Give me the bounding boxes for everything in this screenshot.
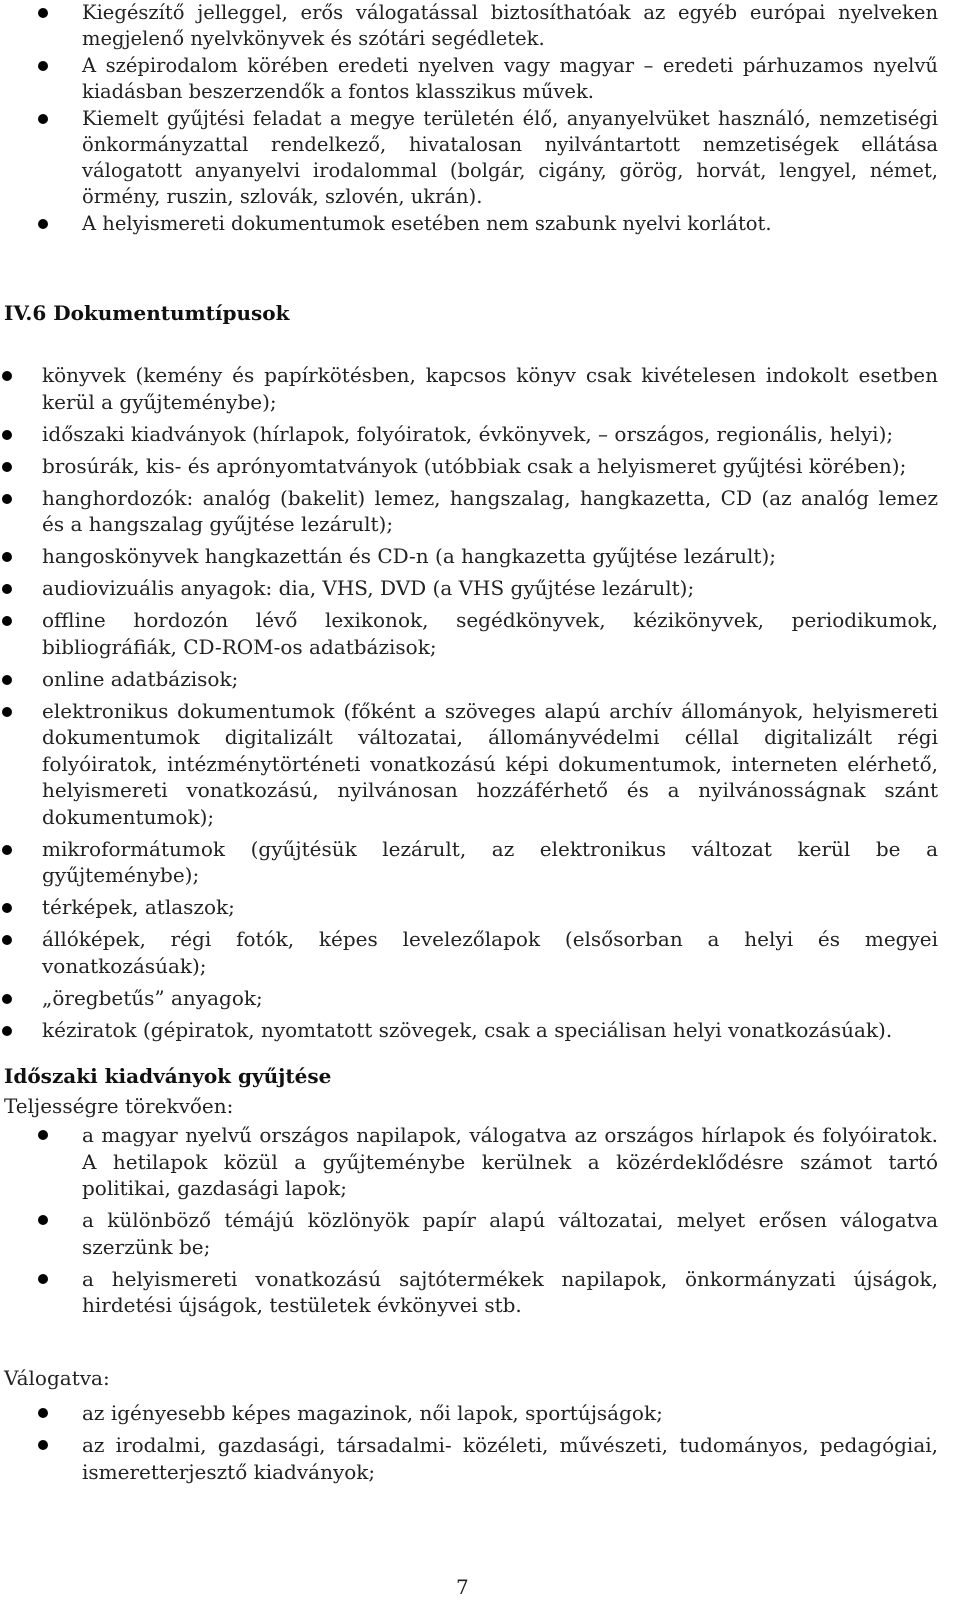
list-item <box>42 894 938 921</box>
list-item <box>82 1400 938 1427</box>
list-item-text: az igényesebb képes magazinok, női lapok, sportújságok; <box>82 1401 663 1425</box>
bullet-icon <box>2 994 12 1004</box>
list-item <box>42 1017 938 1044</box>
list-item-text: időszaki kiadványok (hírlapok, folyóiratok, évkönyvek, – országos, regionális, helyi); <box>42 421 894 446</box>
bullet-icon <box>38 1274 48 1284</box>
document-types-list <box>42 362 938 1049</box>
list-item <box>82 1266 938 1319</box>
list-item-text: Kiemelt gyűjtési feladat a megye területén élő, anyanyelvüket használó, nemzetiségi önkormányzattal rendelkező, hivatalosan nyilvántartott nemzetiségek ellátása válogatott anyanyelvi irodalommal (bolgár, cigány, görög, horvát, lengyel, német, örmény, ruszin, szlovák, szlovén, ukrán). <box>82 107 938 208</box>
list-item-text: a magyar nyelvű országos napilapok, válogatva az országos hírlapok és folyóiratok. A hetilapok közül a gyűjteménybe kerülnek a közérdeklődésre számot tartó politikai, gazdasági lapok; <box>82 1123 938 1200</box>
bullet-icon <box>2 462 12 472</box>
list-item <box>82 1207 938 1260</box>
list-item-text: kéziratok (gépiratok, nyomtatott szövegek, csak a speciálisan helyi vonatkozásúak). <box>42 1017 893 1042</box>
list-item-text: Kiegészítő jelleggel, erős válogatással biztosíthatóak az egyéb európai nyelveken megjelenő nyelvkönyvek és szótári segédletek. <box>82 1 938 50</box>
list-item-text: offline hordozón lévő lexikonok, segédkönyvek, kézikönyvek, periodikumok, bibliográfiák, CD-ROM-os adatbázisok; <box>42 608 938 659</box>
bullet-icon <box>2 494 12 504</box>
list-item <box>42 666 938 693</box>
list-item <box>42 362 938 415</box>
bullet-icon <box>38 219 48 229</box>
list-item <box>82 53 938 105</box>
list-item <box>42 485 938 538</box>
bullet-icon <box>2 845 12 855</box>
bullet-icon <box>2 935 12 945</box>
bullet-icon <box>38 1440 48 1450</box>
complete-list <box>82 1122 938 1324</box>
bullet-icon <box>38 114 48 124</box>
list-item <box>82 1122 938 1202</box>
list-item <box>42 575 938 602</box>
list-item <box>82 211 938 237</box>
list-item <box>42 453 938 480</box>
list-item <box>42 543 938 570</box>
bullet-icon <box>2 903 12 913</box>
list-item-text: térképek, atlaszok; <box>42 895 235 919</box>
list-item-text: hanghordozók: analóg (bakelit) lemez, hangszalag, hangkazetta, CD (az analóg lemez és a hangszalag gyűjtése lezárult); <box>42 485 938 536</box>
complete-label: Teljességre törekvően: <box>4 1094 234 1118</box>
list-item-text: online adatbázisok; <box>42 666 239 691</box>
bullet-icon <box>2 1026 12 1036</box>
list-item-text: állóképek, régi fotók, képes levelezőlapok (elsősorban a helyi és megyei vonatkozásúak); <box>42 927 938 978</box>
list-item <box>82 1432 938 1485</box>
bullet-icon <box>38 1130 48 1140</box>
page-number: 7 <box>456 1575 469 1599</box>
list-item-text: hangoskönyvek hangkazettán és CD-n (a hangkazetta gyűjtése lezárult); <box>42 544 777 568</box>
bullet-icon <box>38 61 48 71</box>
bullet-icon <box>38 8 48 18</box>
intro-list <box>82 0 938 238</box>
list-item-text: A szépirodalom körében eredeti nyelven vagy magyar – eredeti párhuzamos nyelvű kiadásban beszerzendők a fontos klasszikus művek. <box>82 54 938 103</box>
section-heading: IV.6 Dokumentumtípusok <box>4 301 290 325</box>
list-item-text: elektronikus dokumentumok (főként a szöveges alapú archív állományok, helyismereti dokumentumok digitalizált változatai, állományvédelmi céllal digitalizált régi folyóiratok, intézménytörténeti vonatkozású képi dokumentumok, interneten elérhető, helyismereti vonatkozású, nyilvánosan hozzáférhető és a nyilvánosságnak szánt dokumentumok); <box>42 698 938 829</box>
list-item-text: mikroformátumok (gyűjtésük lezárult, az elektronikus változat kerül be a gyűjteménybe); <box>42 836 938 887</box>
list-item-text: a helyismereti vonatkozású sajtótermékek napilapok, önkormányzati újságok, hirdetési újságok, testületek évkönyvei stb. <box>82 1266 938 1317</box>
list-item <box>82 106 938 210</box>
list-item-text: könyvek (kemény és papírkötésben, kapcsos könyv csak kivételesen indokolt esetben kerül a gyűjteménybe); <box>42 363 938 414</box>
list-item-text: audiovizuális anyagok: dia, VHS, DVD (a VHS gyűjtése lezárult); <box>42 576 695 600</box>
selective-list <box>82 1400 938 1491</box>
bullet-icon <box>2 430 12 440</box>
bullet-icon <box>2 371 12 381</box>
list-item <box>42 421 938 448</box>
list-item-text: az irodalmi, gazdasági, társadalmi- közéleti, művészeti, tudományos, pedagógiai, ismeretterjesztő kiadványok; <box>82 1433 938 1484</box>
bullet-icon <box>2 552 12 562</box>
bullet-icon <box>2 675 12 685</box>
list-item-text: brosúrák, kis- és aprónyomtatványok (utóbbiak csak a helyismeret gyűjtési körében); <box>42 453 907 478</box>
bullet-icon <box>2 707 12 717</box>
list-item <box>82 0 938 52</box>
list-item <box>42 985 938 1012</box>
bullet-icon <box>38 1408 48 1418</box>
periodicals-heading: Időszaki kiadványok gyűjtése <box>4 1064 332 1088</box>
bullet-icon <box>38 1215 48 1225</box>
selective-label: Válogatva: <box>4 1366 110 1390</box>
bullet-icon <box>2 616 12 626</box>
list-item-text: a különböző témájú közlönyök papír alapú változatai, melyet erősen válogatva szerzünk be; <box>82 1208 938 1259</box>
list-item <box>42 926 938 979</box>
list-item-text: „öregbetűs” anyagok; <box>42 985 263 1010</box>
bullet-icon <box>2 584 12 594</box>
list-item <box>42 607 938 660</box>
list-item <box>42 836 938 889</box>
list-item <box>42 698 938 831</box>
list-item-text: A helyismereti dokumentumok esetében nem szabunk nyelvi korlátot. <box>82 212 772 235</box>
